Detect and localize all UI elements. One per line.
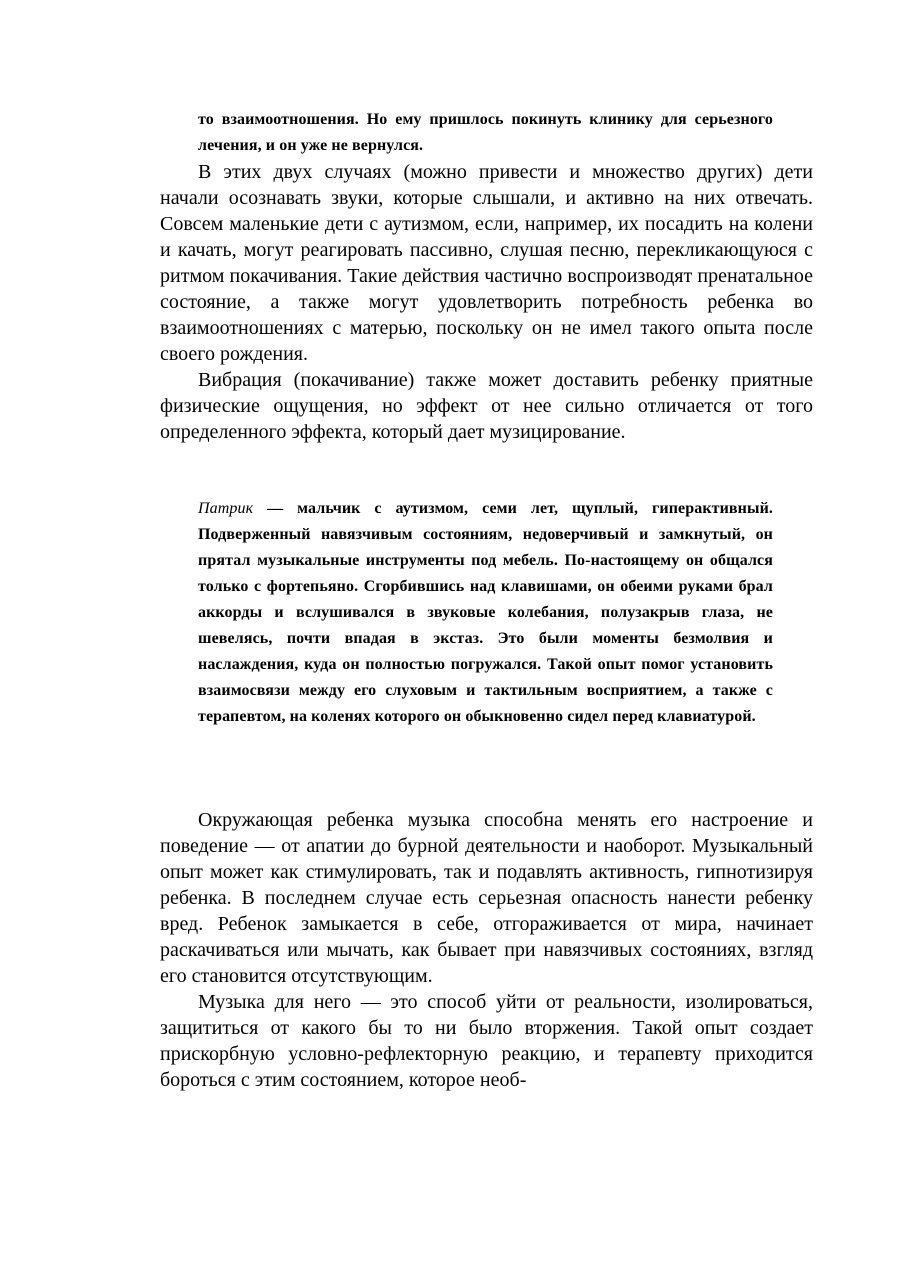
case-patrick-text: — мальчик с аутизмом, семи лет, щуплый, гиперактивный. Подверженный навязчивым состояниям, недоверчивый и замкнутый, он прятал музыкальные инструменты под мебель. По-настоящему он общался только с фортепьяно. Сгорбившись над клавишами, он обеими руками брал аккорды и вслушивался в звуковые колебания, полузакрыв глаза, не шевелясь, почти впадая в экстаз. Это были моменты безмолвия и наслаждения, куда он полностью погружался. Такой опыт помог установить взаимосвязи между его слуховым и тактильным восприятием, а также с терапевтом, на коленях которого он обыкновенно сидел перед клавиатурой.	[198, 500, 773, 725]
paragraph-music-escape: Музыка для него — это способ уйти от реальности, изолироваться, защититься от какого бы то ни было вторжения. Такой опыт создает прискорбную условно-рефлекторную реакцию, и терапевту приходится бороться с этим состоянием, которое необ-	[160, 991, 813, 1091]
case-excerpt-top-text: то взаимоотношения. Но ему пришлось покинуть клинику для серьезного лечения, и он уже не вернулся.	[198, 111, 773, 154]
body-text-section-1	[160, 159, 813, 445]
case-excerpt-patrick	[198, 496, 773, 730]
paragraph-two-cases: В этих двух случаях (можно привести и множество других) дети начали осознавать звуки, которые слышали, и активно на них отвечать. Совсем маленькие дети с аутизмом, если, например, их посадить на колени и качать, могут реагировать пассивно, слушая песню, перекликающуюся с ритмом покачивания. Такие действия частично воспроизводят пренатальное состояние, а также могут удовлетворить потребность ребенка во взаимоотношениях с матерью, поскольку он не имел такого опыта после своего рождения.	[160, 161, 813, 365]
paragraph-vibration: Вибрация (покачивание) также может доставить ребенку приятные физические ощущения, но эффект от нее сильно отличается от того определенного эффекта, который дает музицирование.	[160, 369, 813, 443]
paragraph-music-mood: Окружающая ребенка музыка способна менять его настроение и поведение — от апатии до бурной деятельности и наоборот. Музыкальный опыт может как стимулировать, так и подавлять активность, гипнотизируя ребенка. В последнем случае есть серьезная опасность нанести ребенку вред. Ребенок замыкается в себе, отгораживается от мира, начинает раскачиваться или мычать, как бывает при навязчивых состояниях, взгляд его становится отсутствующим.	[160, 809, 813, 987]
case-excerpt-top	[198, 107, 773, 159]
case-patient-name: Патрик	[198, 500, 254, 517]
body-text-section-2	[160, 807, 813, 1093]
